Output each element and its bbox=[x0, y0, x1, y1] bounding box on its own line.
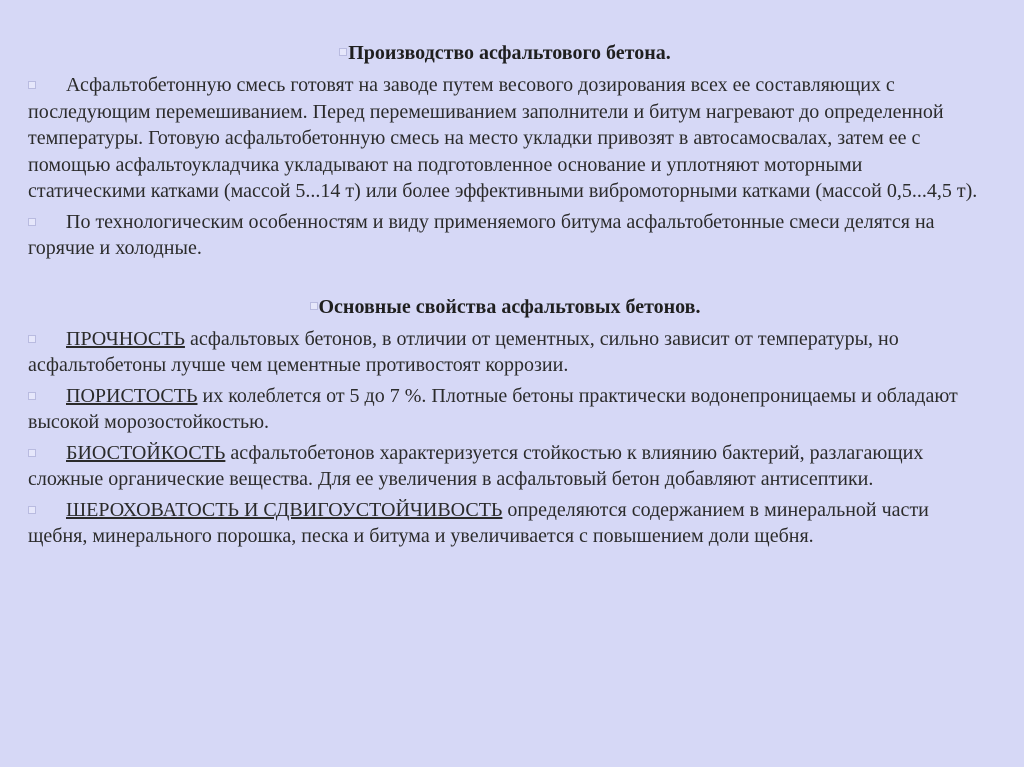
property-text: асфальтобетонов характеризуется стойкостью к влиянию бактерий, разлагающих сложные органические вещества. Для ее увеличения в асфальтовый бетон добавляют антисептики. bbox=[28, 441, 924, 490]
bullet-icon bbox=[339, 48, 347, 56]
section-heading-production bbox=[26, 40, 984, 66]
property-text: определяются содержанием в минеральной части щебня, минерального порошка, песка и битума и увеличивается с повышением доли щебня. bbox=[28, 498, 929, 547]
paragraph-production bbox=[26, 72, 984, 205]
section-heading-properties bbox=[26, 294, 984, 320]
property-term: ПОРИСТОСТЬ bbox=[66, 384, 198, 407]
bullet-icon bbox=[28, 449, 36, 457]
property-text: их колеблется от 5 до 7 %. Плотные бетоны практически водонепроницаемы и обладают высокой морозостойкостью. bbox=[28, 384, 958, 433]
bullet-icon bbox=[28, 335, 36, 343]
heading-text: Основные свойства асфальтовых бетонов. bbox=[318, 295, 701, 318]
bullet-icon bbox=[28, 392, 36, 400]
bullet-icon bbox=[310, 302, 318, 310]
property-term: БИОСТОЙКОСТЬ bbox=[66, 441, 226, 464]
property-item-biostability bbox=[26, 440, 984, 493]
property-item-strength bbox=[26, 326, 984, 379]
heading-text: Производство асфальтового бетона. bbox=[348, 42, 671, 64]
bullet-icon bbox=[28, 81, 36, 89]
paragraph-text: Асфальтобетонную смесь готовят на заводе путем весового дозирования всех ее составляющих с последующим перемешиванием. Перед перемешиванием заполнители и битум нагревают до определенной температуры. Готовую асфальтобетонную смесь на место укладки привозят в автосамосвалах, затем ее с помощью асфальтоукладчика укладывают на подготовленное основание и уплотняют моторными статическими катками (массой 5...14 т) или более эффективными вибромоторными катками (массой 0,5...4,5 т). bbox=[28, 74, 978, 202]
paragraph-mix-types bbox=[26, 209, 984, 262]
property-item-porosity bbox=[26, 383, 984, 436]
bullet-icon bbox=[28, 506, 36, 514]
property-text: асфальтовых бетонов, в отличии от цементных, сильно зависит от температуры, но асфальтобетоны лучше чем цементные противостоят коррозии. bbox=[28, 327, 899, 376]
property-term: ШЕРОХОВАТОСТЬ И СДВИГОУСТОЙЧИВОСТЬ bbox=[66, 498, 503, 521]
property-term: ПРОЧНОСТЬ bbox=[66, 327, 185, 350]
bullet-icon bbox=[28, 218, 36, 226]
paragraph-text: По технологическим особенностям и виду применяемого битума асфальтобетонные смеси делятся на горячие и холодные. bbox=[28, 210, 935, 259]
property-item-roughness bbox=[26, 497, 984, 550]
